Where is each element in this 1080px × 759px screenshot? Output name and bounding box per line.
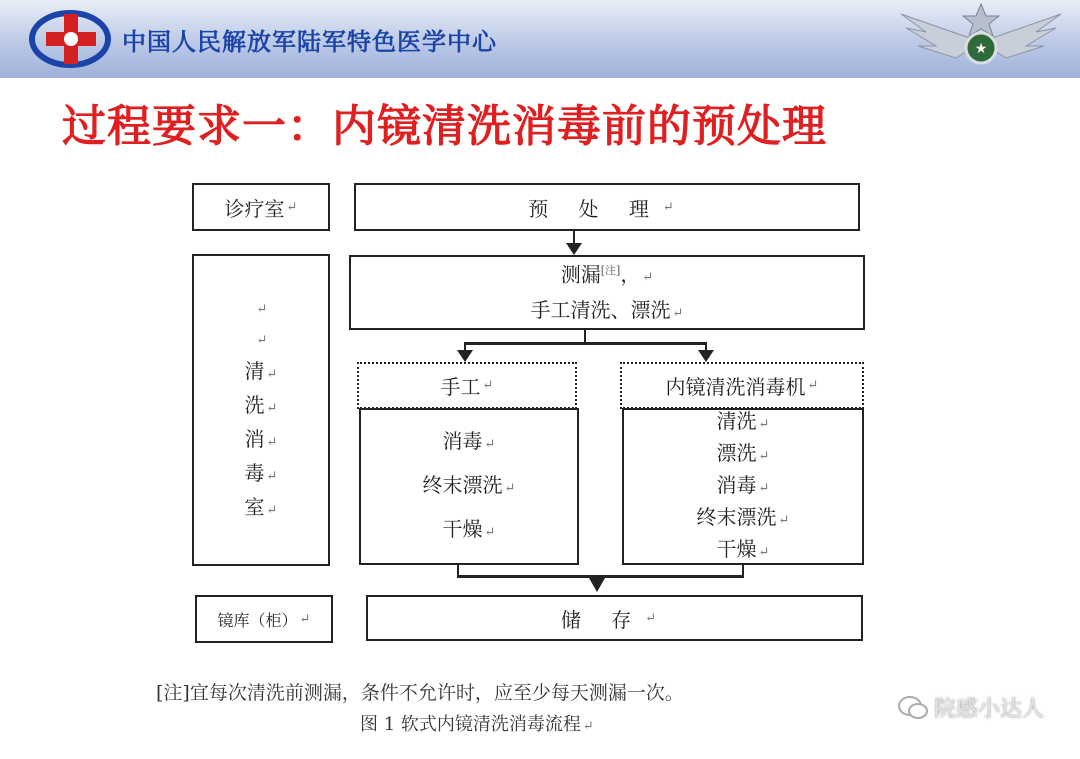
footnote: [注]宜每次清洗前测漏，条件不允许时，应至少每天测漏一次。 [156,682,684,704]
arrow-down-icon [457,350,473,362]
machine-step: 终末漂洗 ↵ [696,504,790,529]
pretreatment-label: 预 处 理 [528,196,661,221]
manual-header-label: 手工 [440,375,481,399]
machine-step: 漂洗 ↵ [716,440,770,465]
para-mark: ↵ [662,199,686,215]
organization-name: 中国人民解放军陆军特色医学中心 [122,28,497,56]
machine-header-label: 内镜清洗消毒机 [665,375,806,399]
room-wash-char: 毒 ↵ [244,461,278,485]
storage-box [366,595,863,641]
manual-step: 干燥 ↵ [442,516,496,541]
room-clinic-label: 诊疗室 [224,196,285,221]
note-ref: [注] [600,263,621,277]
room-wash-char: 消 ↵ [244,427,278,451]
para-mark: ↵ [286,199,298,215]
para-mark: ↵ [645,610,669,626]
room-wash-char: 室 ↵ [244,495,278,519]
connector-line [464,342,707,345]
para-mark: ↵ [256,302,268,317]
manual-step: 消毒 ↵ [442,428,496,453]
svg-text:★: ★ [974,41,988,57]
machine-step: 干燥 ↵ [716,536,770,561]
manual-header-box: 手工 ↵ [357,362,577,409]
para-mark: ↵ [256,333,268,348]
machine-step: 清洗 ↵ [716,408,770,433]
leak-test-box [349,255,865,330]
room-wash-char: 清 ↵ [244,359,278,383]
arrow-down-icon [589,578,605,592]
manual-step: 终末漂洗 ↵ [422,472,516,497]
arrow-down-icon [566,243,582,255]
room-storage-box [195,595,333,643]
machine-steps-box [622,408,864,565]
hospital-logo-icon [26,6,116,72]
pretreatment-box [354,183,860,231]
machine-step: 消毒 ↵ [716,472,770,497]
room-wash-box [192,254,330,566]
army-wings-emblem-icon [896,2,1066,74]
machine-header-box: 内镜清洗消毒机 ↵ [620,362,864,409]
watermark-text: 院感小达人 [933,697,1044,722]
wechat-icon [898,695,928,721]
manual-steps-box [359,408,579,565]
para-mark: ↵ [299,611,311,627]
figure-caption: 图 1 软式内镜清洗消毒流程 ↵ [360,714,594,735]
storage-label: 储 存 [560,607,644,632]
arrow-down-icon [698,350,714,362]
room-clinic-box [192,183,330,231]
header-band [0,0,1080,78]
slide-title: 过程要求一：内镜清洗消毒前的预处理 [62,101,827,152]
room-storage-label: 镜库（柜） [217,610,298,630]
room-wash-char: 洗 ↵ [244,393,278,417]
leak-test-line2: 手工清洗、漂洗 ↵ [530,298,684,323]
wechat-watermark [898,692,1044,723]
leak-test-line1: 测漏[注]， ↵ [560,262,654,287]
